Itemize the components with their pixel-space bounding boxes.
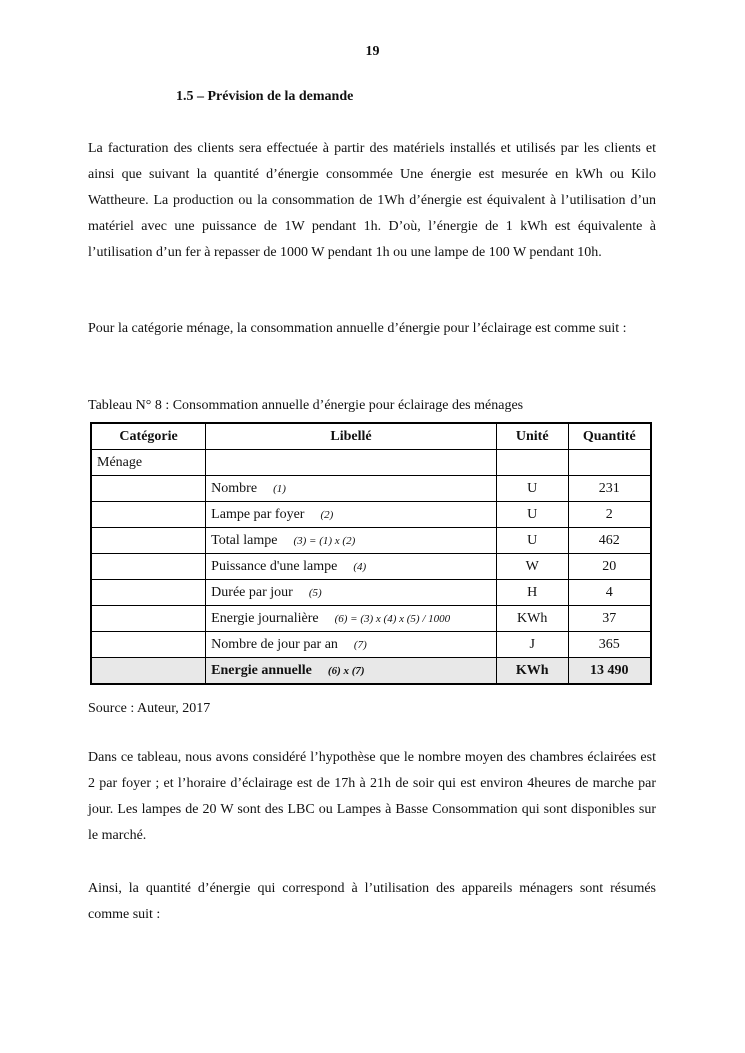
paragraph-appliances: Ainsi, la quantité d’énergie qui correspond à l’utilisation des appareils ménagers sont résumés comme suit : [88, 881, 656, 922]
table-row [91, 528, 651, 554]
table-row-category [91, 450, 651, 476]
table-row [91, 476, 651, 502]
row-unit: U [496, 476, 568, 502]
table-row [91, 554, 651, 580]
row-quantity: 365 [568, 632, 651, 658]
header-libelle: Libellé [206, 423, 497, 450]
table-caption: Tableau N° 8 : Consommation annuelle d’énergie pour éclairage des ménages [88, 398, 524, 413]
row-formula: (6) x (7) [327, 664, 365, 677]
energy-table [90, 422, 652, 685]
row-quantity: 20 [568, 554, 651, 580]
row-formula: (6) = (3) x (4) x (5) / 1000 [334, 612, 451, 625]
header-quantite: Quantité [568, 423, 651, 450]
row-formula: (7) [353, 638, 367, 651]
row-quantity: 4 [568, 580, 651, 606]
page-number: 19 [365, 44, 380, 59]
header-categorie: Catégorie [91, 423, 206, 450]
row-unit: KWh [496, 606, 568, 632]
row-unit: H [496, 580, 568, 606]
row-label: Energie annuelle (6) x (7) [206, 658, 497, 685]
row-unit: J [496, 632, 568, 658]
header-unite: Unité [496, 423, 568, 450]
row-formula: (4) [353, 560, 367, 573]
paragraph-intro: La facturation des clients sera effectuée à partir des matériels installés et utilisés par les clients et ainsi que suivant la quantité d’énergie consommée Une énergie est mesurée en kWh ou Kilo Wattheure. La production ou la consommation de 1Wh d’énergie est équivalent à l’utilisation d’un matériel avec une puissance de 1W pendant 1h. D’où, l’énergie de 1 kWh est équivalente à l’utilisation d’un fer à repasser de 1000 W pendant 1h ou une lampe de 100 W pendant 10h. [88, 141, 656, 260]
row-formula: (2) [320, 508, 334, 521]
row-unit: KWh [496, 658, 568, 685]
row-quantity: 231 [568, 476, 651, 502]
row-unit: U [496, 528, 568, 554]
table-row-total [91, 658, 651, 685]
row-label: Total lampe (3) = (1) x (2) [206, 528, 497, 554]
paragraph-hypothesis: Dans ce tableau, nous avons considéré l’hypothèse que le nombre moyen des chambres éclairées est 2 par foyer ; et l’horaire d’éclairage est de 17h à 21h de soir qui est environ 4heures de marche par jour. Les lampes de 20 W sont des LBC ou Lampes à Basse Consommation qui sont disponibles sur le marché. [88, 750, 656, 843]
row-quantity: 37 [568, 606, 651, 632]
row-label: Lampe par foyer (2) [206, 502, 497, 528]
row-label: Energie journalière (6) = (3) x (4) x (5) / 1000 [206, 606, 497, 632]
table-row [91, 632, 651, 658]
row-quantity: 2 [568, 502, 651, 528]
table-header-row [91, 423, 651, 450]
table-row [91, 502, 651, 528]
row-formula: (1) [273, 482, 286, 495]
row-formula: (3) = (1) x (2) [293, 534, 356, 547]
row-unit: U [496, 502, 568, 528]
row-label: Durée par jour (5) [206, 580, 497, 606]
table-row [91, 580, 651, 606]
paragraph-menage: Pour la catégorie ménage, la consommation annuelle d’énergie pour l’éclairage est comme suit : [88, 321, 627, 336]
table-row [91, 606, 651, 632]
row-unit: W [496, 554, 568, 580]
row-label: Nombre (1) [206, 476, 497, 502]
category-cell: Ménage [91, 450, 206, 476]
section-heading: 1.5 – Prévision de la demande [176, 89, 354, 104]
row-quantity: 13 490 [568, 658, 651, 685]
row-quantity: 462 [568, 528, 651, 554]
row-label: Nombre de jour par an (7) [206, 632, 497, 658]
row-label: Puissance d'une lampe (4) [206, 554, 497, 580]
table-source: Source : Auteur, 2017 [88, 701, 211, 716]
row-formula: (5) [308, 586, 322, 599]
